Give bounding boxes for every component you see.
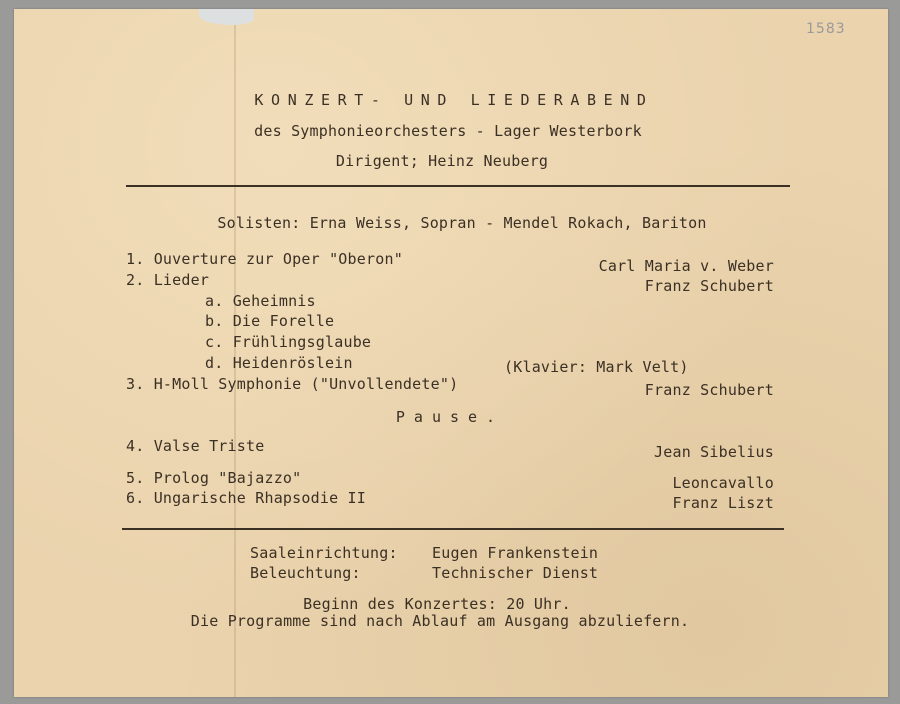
song-a: a. Geheimnis: [205, 292, 316, 310]
paper-fold: [234, 9, 236, 697]
paper-tear: [199, 9, 254, 25]
program-item-1-title: 1. Ouverture zur Oper "Oberon": [126, 250, 403, 268]
program-item-3-composer: Franz Schubert: [644, 381, 774, 399]
program-item-1-composer: Carl Maria v. Weber: [598, 257, 774, 275]
program-item-2-composer: Franz Schubert: [644, 277, 774, 295]
program-item-6-composer: Franz Liszt: [672, 494, 774, 512]
program-item-4-composer: Jean Sibelius: [654, 443, 774, 461]
lighting-value: Technischer Dienst: [432, 564, 599, 582]
program-item-5-composer: Leoncavallo: [672, 474, 774, 492]
soloists-line: Solisten: Erna Weiss, Sopran - Mendel Rokach, Bariton: [217, 214, 707, 232]
song-c: c. Frühlingsglaube: [205, 333, 372, 351]
program-sheet: [14, 9, 888, 697]
hall-setup-label: Saaleinrichtung:: [250, 544, 398, 562]
hall-setup-value: Eugen Frankenstein: [432, 544, 599, 562]
program-item-2-title: 2. Lieder: [126, 271, 210, 289]
return-programs-notice: Die Programme sind nach Ablauf am Ausgang abzuliefern.: [190, 612, 690, 630]
program-item-6-title: 6. Ungarische Rhapsodie II: [126, 489, 366, 507]
song-d: d. Heidenröslein: [205, 354, 353, 372]
concert-title: KONZERT- UND LIEDERABEND: [254, 91, 654, 109]
song-b: b. Die Forelle: [205, 312, 335, 330]
lighting-label: Beleuchtung:: [250, 564, 361, 582]
concert-start-time: Beginn des Konzertes: 20 Uhr.: [303, 595, 571, 613]
piano-accompanist: (Klavier: Mark Velt): [504, 358, 689, 376]
top-divider: [126, 185, 790, 187]
program-item-3-title: 3. H-Moll Symphonie ("Unvollendete"): [126, 375, 459, 393]
intermission-label: Pause.: [395, 408, 505, 426]
concert-subtitle: des Symphonieorchesters - Lager Westerbork: [254, 122, 642, 140]
conductor-line: Dirigent; Heinz Neuberg: [335, 152, 549, 170]
bottom-divider: [122, 528, 784, 530]
program-item-5-title: 5. Prolog "Bajazzo": [126, 469, 302, 487]
program-item-4-title: 4. Valse Triste: [126, 437, 265, 455]
archive-number: 1583: [806, 21, 846, 37]
